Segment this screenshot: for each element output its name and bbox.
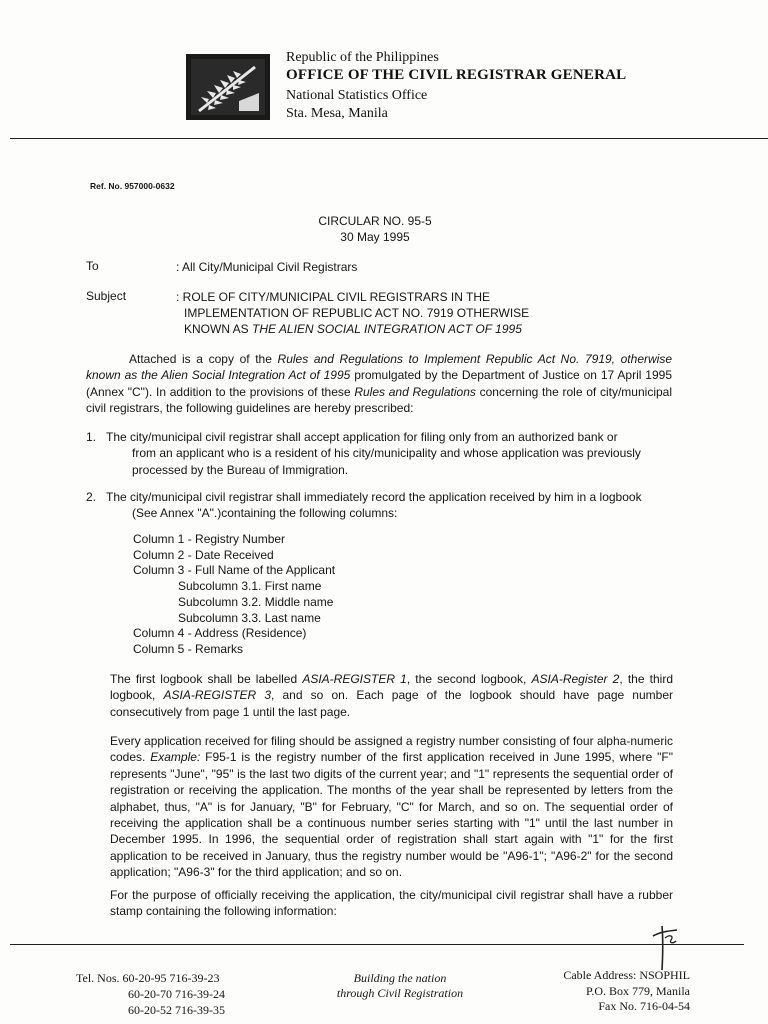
column-2: Column 2 - Date Received (133, 547, 274, 562)
reference-number: Ref. No. 957000-0632 (90, 181, 175, 191)
logbook-paragraph: The first logbook shall be labelled ASIA-REGISTER 1, the second logbook, ASIA-Register 2, the third logbook, ASIA-REGISTER 3, and so on. Each page of the logbook should have page number consecutively from page 1 until the last page. (110, 672, 673, 719)
cable-address: Cable Address: NSOPHIL (563, 968, 690, 982)
list-item-number: 1. (86, 430, 97, 444)
header-rule (10, 138, 768, 139)
subject-line-3: KNOWN AS THE ALIEN SOCIAL INTEGRATION ACT OF 1995 (184, 322, 522, 336)
letterhead-office: OFFICE OF THE CIVIL REGISTRAR GENERAL (286, 67, 627, 83)
intro-paragraph: Attached is a copy of the Rules and Regulations to Implement Republic Act No. 7919, otherwise known as the Alien Social Integration Act of 1995 promulgated by the Department of Justice on 17 April 1995 (Annex "C"). In addition to the provisions of these Rules and Regulations concerning the role of city/municipal civil registrars, the following guidelines are hereby prescribed: (86, 352, 672, 416)
column-3: Column 3 - Full Name of the Applicant (133, 563, 336, 578)
circular-number: CIRCULAR NO. 95-5 (318, 214, 432, 228)
subcolumn-3-2: Subcolumn 3.2. Middle name (178, 594, 334, 609)
footer-contact (520, 968, 690, 1015)
letterhead-address: Sta. Mesa, Manila (286, 106, 388, 121)
telephone-numbers: Tel. Nos. 60-20-95 716-39-23 60-20-70 716-39-24 60-20-52 716-39-35 (76, 971, 225, 1017)
telephone-label: Tel. Nos. (76, 971, 120, 985)
column-1: Column 1 - Registry Number (133, 532, 286, 546)
subject-line-2: IMPLEMENTATION OF REPUBLIC ACT NO. 7919 OTHERWISE (184, 306, 530, 320)
logbook-columns (133, 532, 335, 658)
list-item: 1. The city/municipal civil registrar shall accept application for filing only from an authorized bank or from an applicant who is a resident of his city/municipality and whose application was previously processed by the Bureau of Immigration. (86, 430, 641, 477)
subject-label: Subject (86, 289, 127, 303)
footer-motto: Building the nation through Civil Registration (336, 971, 464, 1000)
column-4: Column 4 - Address (Residence) (133, 626, 307, 641)
registry-paragraph: Every application received for filing should be assigned a registry number consisting of four alpha-numeric codes. Example: F95-1 is the registry number of the first application received in June 1995, where "F" represents "June", "95" is the last two digits of the current year; and "1" represents the sequential order of registration or receiving the application. The months of the year shall be represented by letters from the alphabet, thus, "A" is for January, "B" for February, "C" for March, and so on. The sequential order of receiving the application shall be a continuous number series starting with "1" until the last number in December 1995. In 1996, the sequential order of registration shall start again with "1" for the first application to be received in January, thus the registry number would be "A96-1"; "A96-2" for the second application; "A96-3" for the third application; and so on. (110, 734, 673, 880)
list-item-text: The city/municipal civil registrar shall accept application for filing only from an authorized bank or (106, 430, 618, 444)
po-box: P.O. Box 779, Manila (585, 983, 690, 998)
list-item-text: The city/municipal civil registrar shall immediately record the application received by him in a logbook (106, 490, 642, 504)
subcolumn-3-1: Subcolumn 3.1. First name (178, 579, 322, 594)
fax-number: Fax No. 716-04-54 (598, 999, 690, 1013)
footer-rule (10, 944, 744, 945)
circular-date: 30 May 1995 (340, 230, 410, 244)
column-5: Column 5 - Remarks (133, 641, 244, 656)
stamp-paragraph: For the purpose of officially receiving the application, the city/municipal civil registrar shall have a rubber stamp containing the following information: (110, 888, 673, 919)
list-item-number: 2. (86, 490, 97, 504)
to-value: : All City/Municipal Civil Registrars (176, 260, 358, 274)
list-item: 2. The city/municipal civil registrar shall immediately record the application received by him in a logbook (See Annex "A".)containing the following columns: (86, 490, 642, 521)
handwritten-initial-mark (650, 922, 680, 972)
nso-seal-icon (185, 53, 271, 121)
subject-value (176, 289, 529, 337)
letterhead-nso: National Statistics Office (286, 88, 428, 103)
subject-line-1: : ROLE OF CITY/MUNICIPAL CIVIL REGISTRARS IN THE (176, 290, 491, 304)
letterhead-republic: Republic of the Philippines (286, 50, 439, 65)
subcolumn-3-3: Subcolumn 3.3. Last name (178, 610, 321, 625)
to-label: To (86, 259, 99, 273)
